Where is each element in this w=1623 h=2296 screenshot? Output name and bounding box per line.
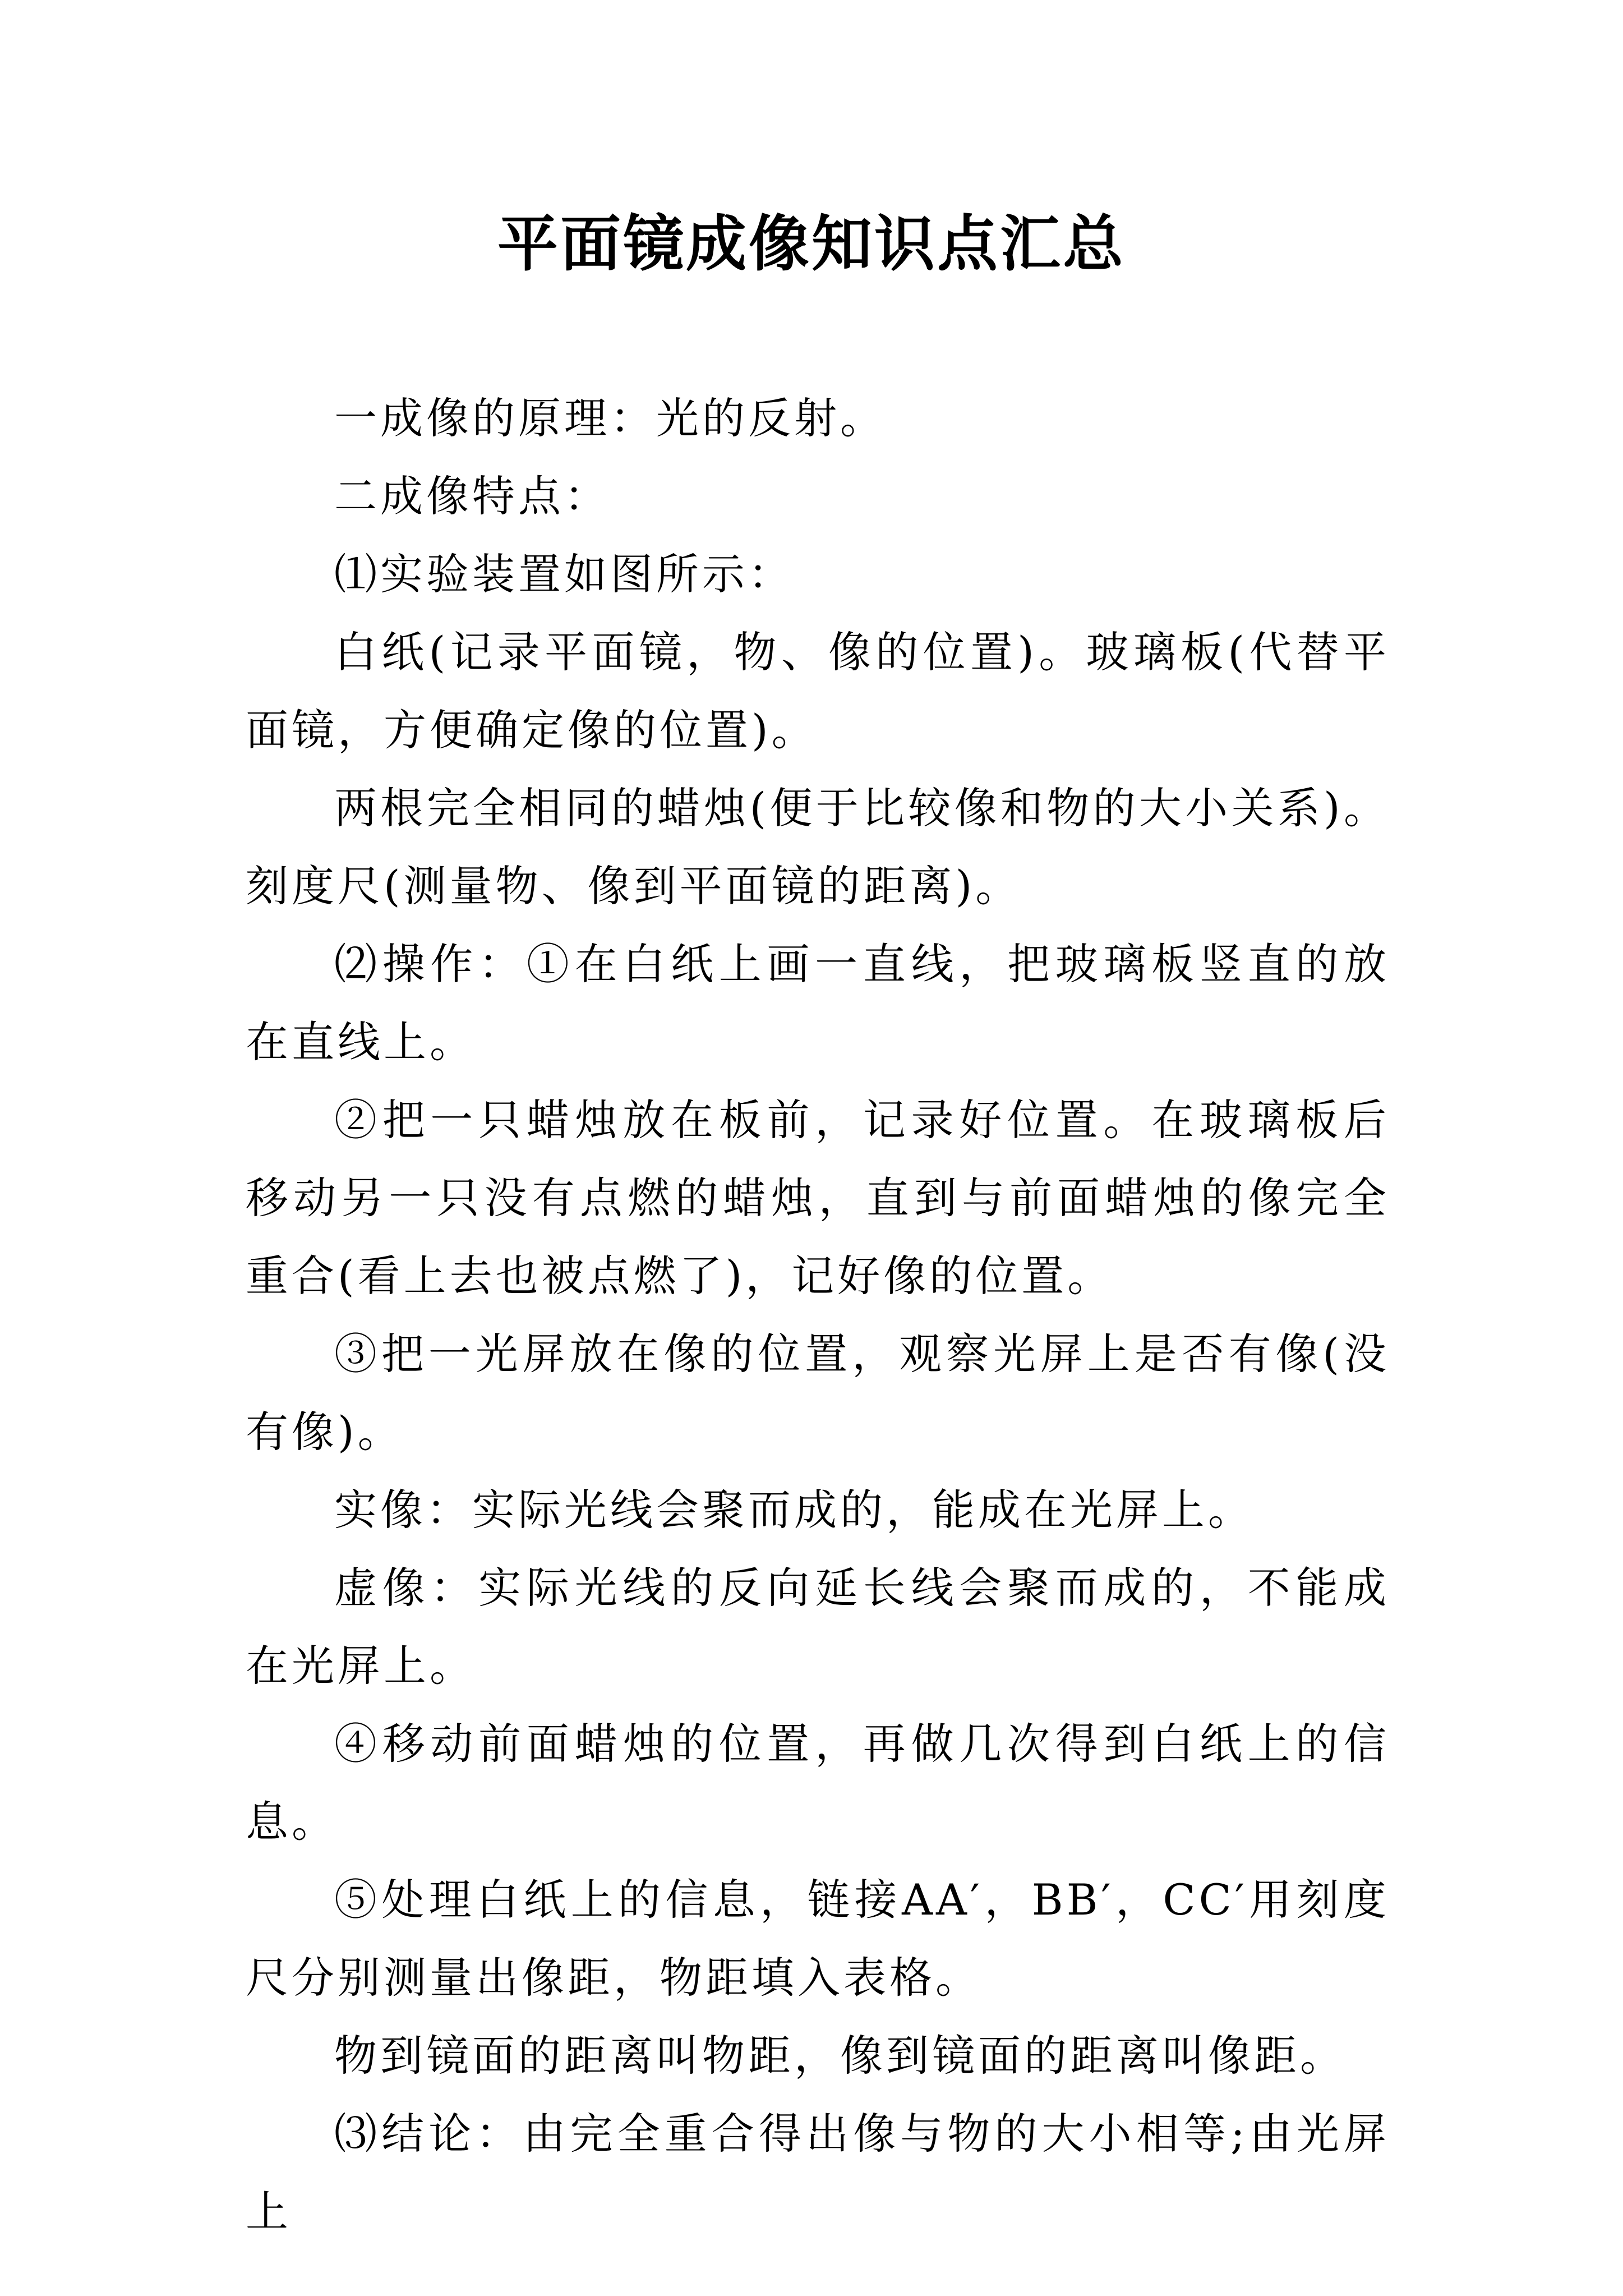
paragraph-conclusion: ⑶结论：由完全重合得出像与物的大小相等;由光屏上 xyxy=(246,2109,1390,2237)
paragraph-operation-step-5: ⑤处理白纸上的信息，链接AA′，BB′，CC′用刻度尺分别测量出像距，物距填入表格。 xyxy=(246,1875,1390,2003)
paragraph-apparatus: ⑴实验装置如图所示： xyxy=(334,549,794,599)
paragraph-paper-glass: 白纸(记录平面镜，物、像的位置)。玻璃板(代替平面镜，方便确定像的位置)。 xyxy=(246,627,1390,755)
paragraph-principle: 一成像的原理：光的反射。 xyxy=(334,393,886,443)
paragraph-virtual-image: 虚像：实际光线的反向延长线会聚而成的，不能成在光屏上。 xyxy=(246,1563,1390,1691)
paragraph-real-image: 实像：实际光线会聚而成的，能成在光屏上。 xyxy=(334,1485,1254,1535)
paragraph-operation-step-2: ②把一只蜡烛放在板前，记录好位置。在玻璃板后移动另一只没有点燃的蜡烛，直到与前面蜡烛的像完全重合(看上去也被点燃了)，记好像的位置。 xyxy=(246,1095,1390,1301)
document-body xyxy=(246,379,1390,2251)
paragraph-operation-step-4: ④移动前面蜡烛的位置，再做几次得到白纸上的信息。 xyxy=(246,1719,1390,1847)
paragraph-features-heading: 二成像特点： xyxy=(334,471,610,521)
paragraph-operation-step-3: ③把一光屏放在像的位置，观察光屏上是否有像(没有像)。 xyxy=(246,1329,1390,1457)
paragraph-candles-ruler: 两根完全相同的蜡烛(便于比较像和物的大小关系)。刻度尺(测量物、像到平面镜的距离)。 xyxy=(246,783,1390,911)
paragraph-distance-definition: 物到镜面的距离叫物距，像到镜面的距离叫像距。 xyxy=(334,2031,1346,2081)
document-title: 平面镜成像知识点汇总 xyxy=(497,209,1126,279)
paragraph-operation-step-1: ⑵操作：①在白纸上画一直线，把玻璃板竖直的放在直线上。 xyxy=(246,939,1390,1067)
